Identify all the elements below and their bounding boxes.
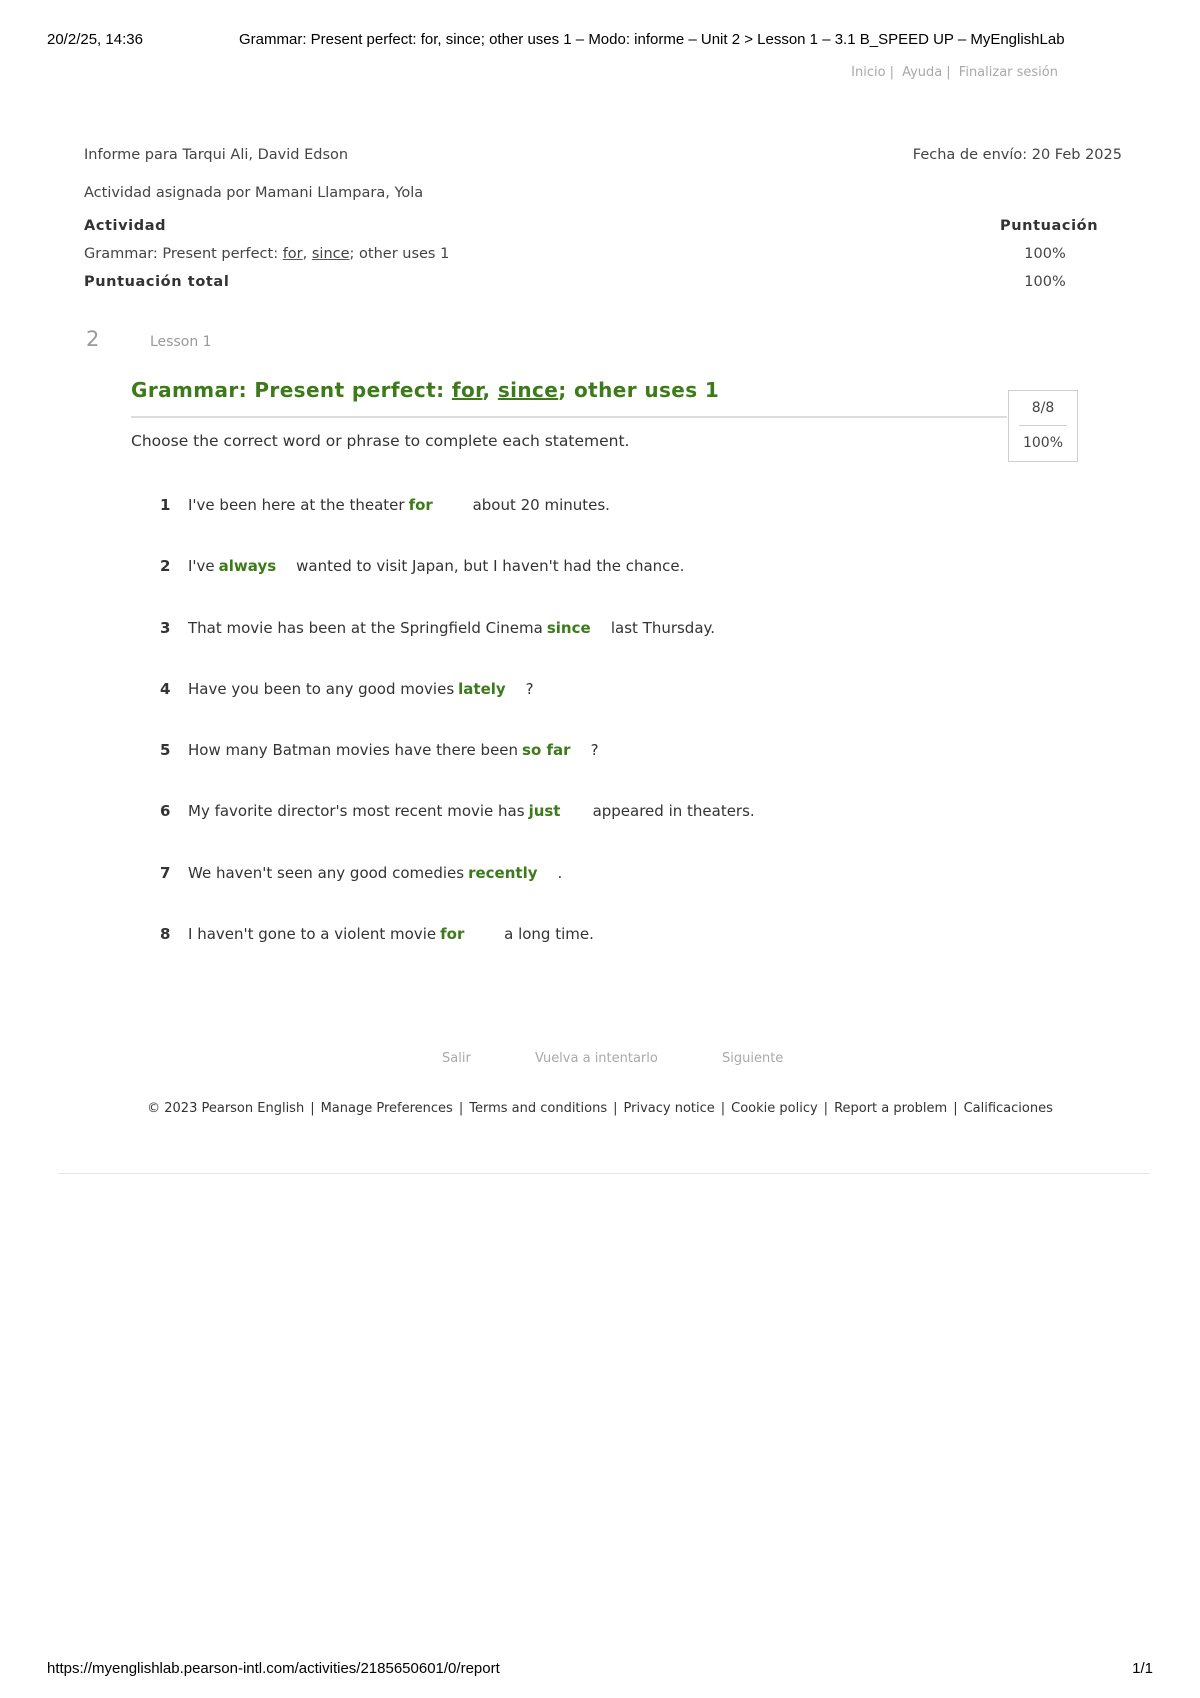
question-text-after: last Thursday.: [610, 618, 716, 637]
question-text-before: Have you been to any good movies: [188, 679, 455, 698]
question-number: 4: [160, 679, 171, 698]
question-number: 1: [160, 496, 171, 514]
title-divider: [131, 416, 1007, 418]
score-box: [1008, 390, 1078, 462]
question-text-after: about 20 minutes.: [472, 496, 610, 514]
footer-link-grades[interactable]: Calificaciones: [963, 1101, 1053, 1116]
question-number: 8: [160, 925, 171, 944]
footer-link-report-problem[interactable]: Report a problem: [834, 1101, 948, 1116]
print-footer: [47, 1660, 1153, 1677]
print-url: https://myenglishlab.pearson-intl.com/activities/2185650601/0/report: [47, 1660, 500, 1677]
question-item: [160, 496, 755, 557]
question-text-after: wanted to visit Japan, but I haven't had the chance.: [296, 557, 685, 576]
top-nav-links: Inicio | Ayuda | Finalizar sesión: [851, 65, 1058, 80]
activity-table: [84, 218, 1099, 290]
exercise-title: Grammar: Present perfect: for, since; other uses 1: [131, 378, 720, 402]
link-logout[interactable]: Finalizar sesión: [958, 65, 1058, 80]
exit-button[interactable]: Salir: [442, 1051, 471, 1066]
question-number: 7: [160, 863, 171, 882]
footer-link-cookie-policy[interactable]: Cookie policy: [731, 1101, 818, 1116]
submit-date: Fecha de envío: 20 Feb 2025: [912, 147, 1122, 163]
unit-number: 2: [86, 327, 100, 351]
activity-score: 100%: [1024, 246, 1066, 262]
print-page-number: 1/1: [1132, 1660, 1153, 1677]
question-text-after: .: [557, 863, 563, 882]
activity-row: [84, 246, 1090, 262]
question-item: [160, 925, 755, 986]
question-text-after: ?: [590, 741, 599, 760]
activity-table-header: [84, 218, 1099, 234]
print-datetime: 20/2/25, 14:36: [47, 31, 143, 48]
score-percent: 100%: [1022, 435, 1064, 451]
col-score: Puntuación: [1000, 218, 1099, 234]
question-list: [160, 496, 755, 986]
score-fraction: 8/8: [1031, 400, 1055, 416]
link-help[interactable]: Ayuda: [902, 65, 943, 80]
question-text-before: That movie has been at the Springfield Cinema: [188, 618, 543, 637]
retry-button[interactable]: Vuelva a intentarlo: [534, 1051, 658, 1066]
report-meta: [84, 147, 1122, 201]
question-answer: recently: [468, 863, 538, 882]
question-text-after: appeared in theaters.: [592, 802, 755, 821]
link-home[interactable]: Inicio: [851, 65, 886, 80]
copyright: © 2023 Pearson English: [147, 1101, 305, 1116]
total-score: 100%: [1024, 274, 1066, 290]
question-text-before: My favorite director's most recent movie has: [188, 802, 525, 821]
question-item: [160, 864, 755, 925]
exercise-nav-buttons: [442, 1051, 843, 1066]
lesson-label: Lesson 1: [150, 334, 212, 350]
question-answer: since: [546, 618, 591, 637]
question-answer: always: [218, 557, 277, 576]
question-answer: lately: [458, 679, 506, 698]
question-text-before: We haven't seen any good comedies: [188, 863, 465, 882]
print-header: [47, 31, 1153, 48]
question-text-before: I've: [188, 557, 215, 576]
total-label: Puntuación total: [84, 274, 230, 290]
site-footer: © 2023 Pearson English | Manage Preferences | Terms and conditions | Privacy notice | Cookie policy | Report a problem | Calificaciones: [147, 1101, 1053, 1116]
question-item: [160, 802, 755, 863]
question-text-before: I've been here at the theater: [188, 496, 405, 514]
question-answer: for: [440, 925, 465, 944]
question-item: [160, 680, 755, 741]
assigned-by: Actividad asignada por Mamani Llampara, Yola: [84, 185, 424, 201]
question-answer: so far: [522, 741, 571, 760]
question-number: 2: [160, 557, 171, 576]
question-number: 6: [160, 802, 171, 821]
footer-link-terms[interactable]: Terms and conditions: [469, 1101, 608, 1116]
col-activity: Actividad: [84, 218, 167, 234]
question-item: [160, 557, 755, 618]
print-page-title: Grammar: Present perfect: for, since; other uses 1 – Modo: informe – Unit 2 > Lesson 1 – 3.1 B_SPEED UP – MyEnglishLab: [239, 31, 1065, 48]
total-row: [84, 274, 1090, 290]
question-number: 5: [160, 741, 171, 760]
question-answer: just: [528, 802, 561, 821]
question-answer: for: [408, 496, 433, 514]
exercise-instructions: Choose the correct word or phrase to complete each statement.: [131, 432, 630, 450]
question-text-after: a long time.: [504, 925, 594, 944]
question-item: [160, 741, 755, 802]
bottom-divider: [58, 1173, 1150, 1174]
activity-name: Grammar: Present perfect: for, since; other uses 1: [84, 246, 450, 262]
unit-lesson-row: [86, 327, 212, 351]
footer-link-privacy[interactable]: Privacy notice: [623, 1101, 715, 1116]
question-text-before: I haven't gone to a violent movie: [188, 925, 437, 944]
question-text-after: ?: [525, 679, 534, 698]
footer-link-manage-preferences[interactable]: Manage Preferences: [320, 1101, 453, 1116]
question-text-before: How many Batman movies have there been: [188, 741, 519, 760]
question-number: 3: [160, 618, 171, 637]
question-item: [160, 619, 755, 680]
next-button[interactable]: Siguiente: [722, 1051, 784, 1066]
report-for: Informe para Tarqui Ali, David Edson: [84, 147, 349, 163]
